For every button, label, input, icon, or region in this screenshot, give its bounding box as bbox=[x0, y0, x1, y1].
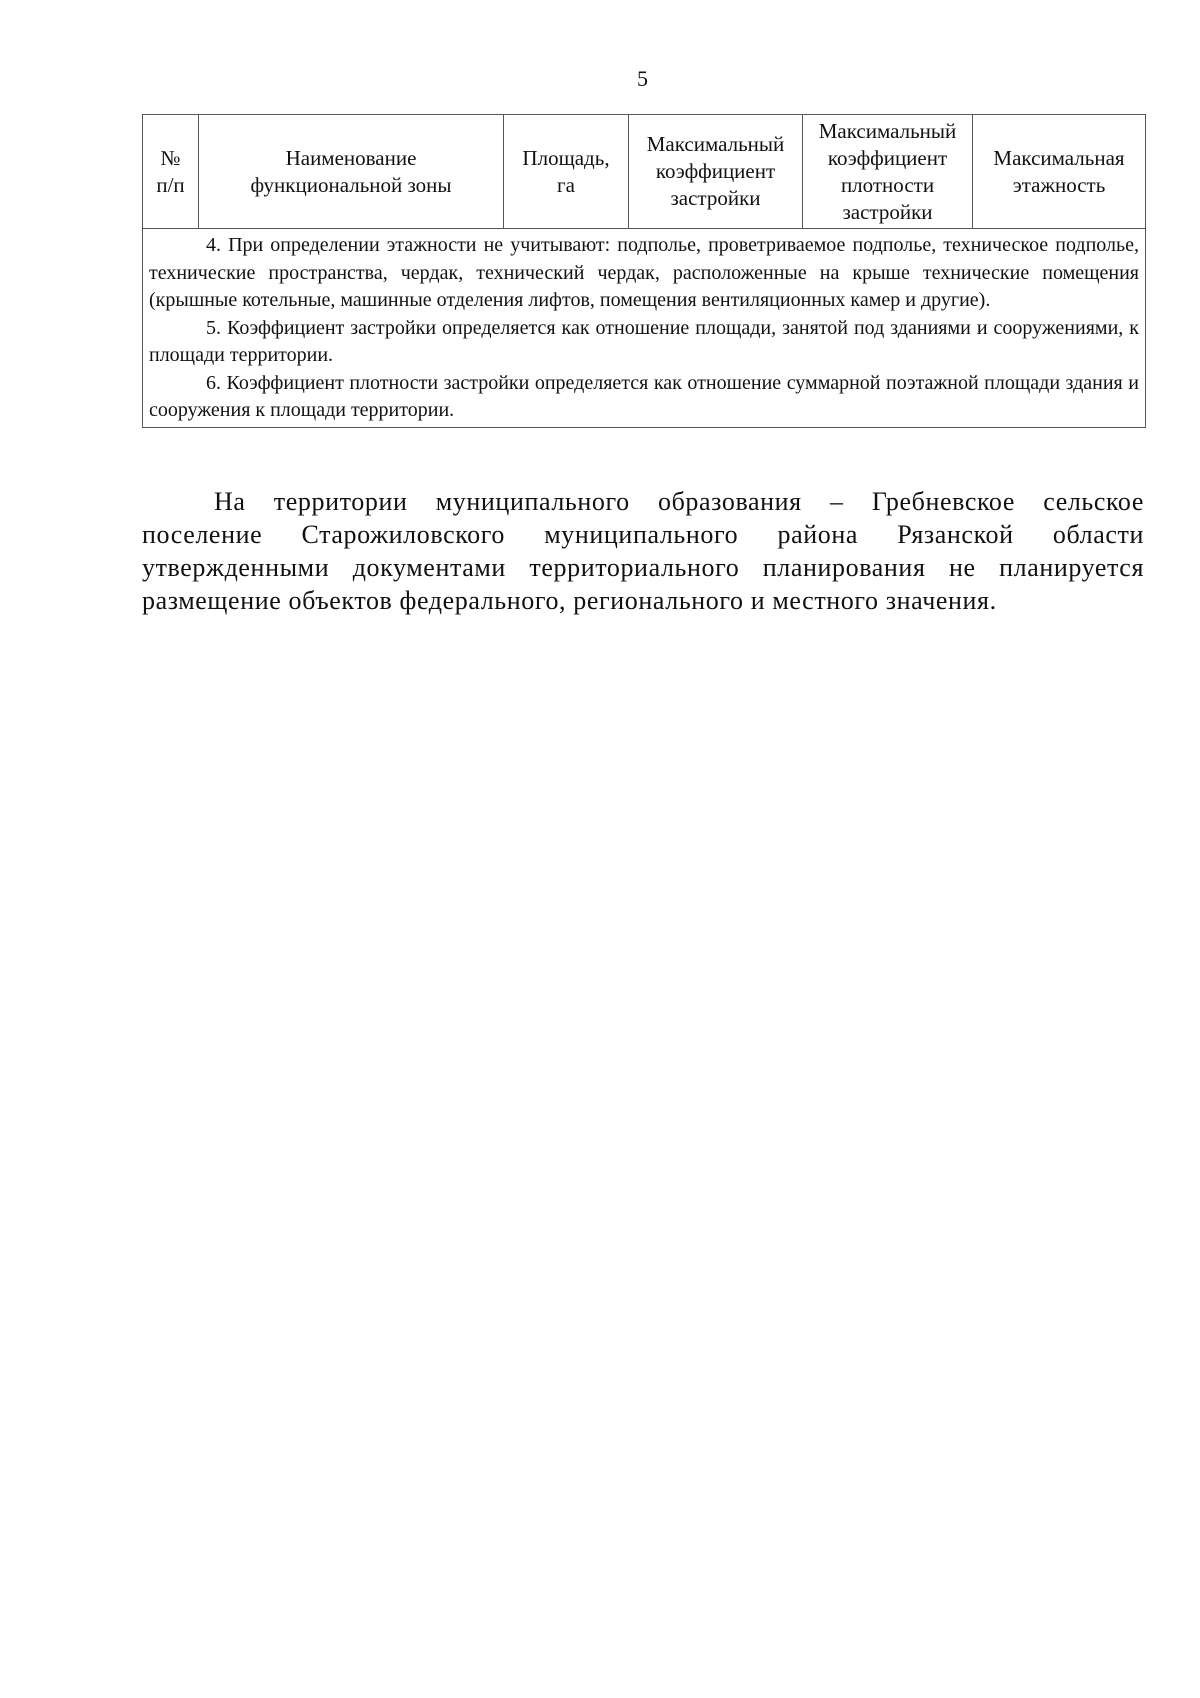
page-number: 5 bbox=[637, 66, 648, 91]
header-max-density-coefficient-line: застройки bbox=[842, 199, 933, 224]
header-max-building-coefficient-line: коэффициент bbox=[655, 159, 776, 183]
header-area bbox=[504, 115, 629, 229]
header-zone-name-line: Наименование bbox=[285, 145, 417, 170]
header-zone-name bbox=[199, 115, 504, 229]
header-max-building-coefficient bbox=[629, 115, 803, 229]
header-number-line: № bbox=[160, 145, 181, 170]
header-area-line: Площадь, bbox=[522, 145, 610, 170]
header-max-density-coefficient bbox=[803, 115, 973, 229]
header-max-floors-line: Максимальная bbox=[993, 145, 1125, 170]
note-item: 6. Коэффициент плотности застройки определяется как отношение суммарной поэтажной площади здания и сооружения к площади территории. bbox=[149, 371, 1139, 421]
note-item: 5. Коэффициент застройки определяется как отношение площади, занятой под зданиями и сооружениями, к площади территории. bbox=[149, 316, 1139, 366]
header-max-floors bbox=[973, 115, 1146, 229]
zones-table bbox=[142, 114, 1146, 428]
table-header-row bbox=[143, 115, 1146, 229]
note-item: 4. При определении этажности не учитывают: подполье, проветриваемое подполье, техническое подполье, технические пространства, чердак, технический чердак, расположенные на крыше технические помещения (крышные котельные, машинные отделения лифтов, помещения вентиляционных камер и другие). bbox=[149, 234, 1139, 311]
header-max-density-coefficient-line: коэффициент bbox=[827, 145, 948, 170]
body-paragraph: На территории муниципального образования – Гребневское сельское поселение Старожиловского муниципального района Рязанской области утвержденными документами территориального планирования не планируется размещение объектов федерального, регионального и местного значения. bbox=[142, 487, 1144, 615]
header-max-density-coefficient-line: плотности bbox=[840, 172, 935, 197]
header-max-building-coefficient-line: застройки bbox=[670, 186, 761, 210]
header-zone-name-line: функциональной зоны bbox=[250, 172, 452, 197]
header-number bbox=[143, 115, 199, 229]
header-max-density-coefficient-line: Максимальный bbox=[818, 118, 957, 143]
table-notes-row bbox=[143, 229, 1146, 428]
header-max-floors-line: этажность bbox=[1012, 172, 1106, 197]
header-area-line: га bbox=[557, 172, 575, 197]
notes-cell bbox=[143, 229, 1146, 428]
header-number-line: п/п bbox=[156, 172, 185, 197]
header-max-building-coefficient-line: Максимальный bbox=[646, 132, 785, 156]
